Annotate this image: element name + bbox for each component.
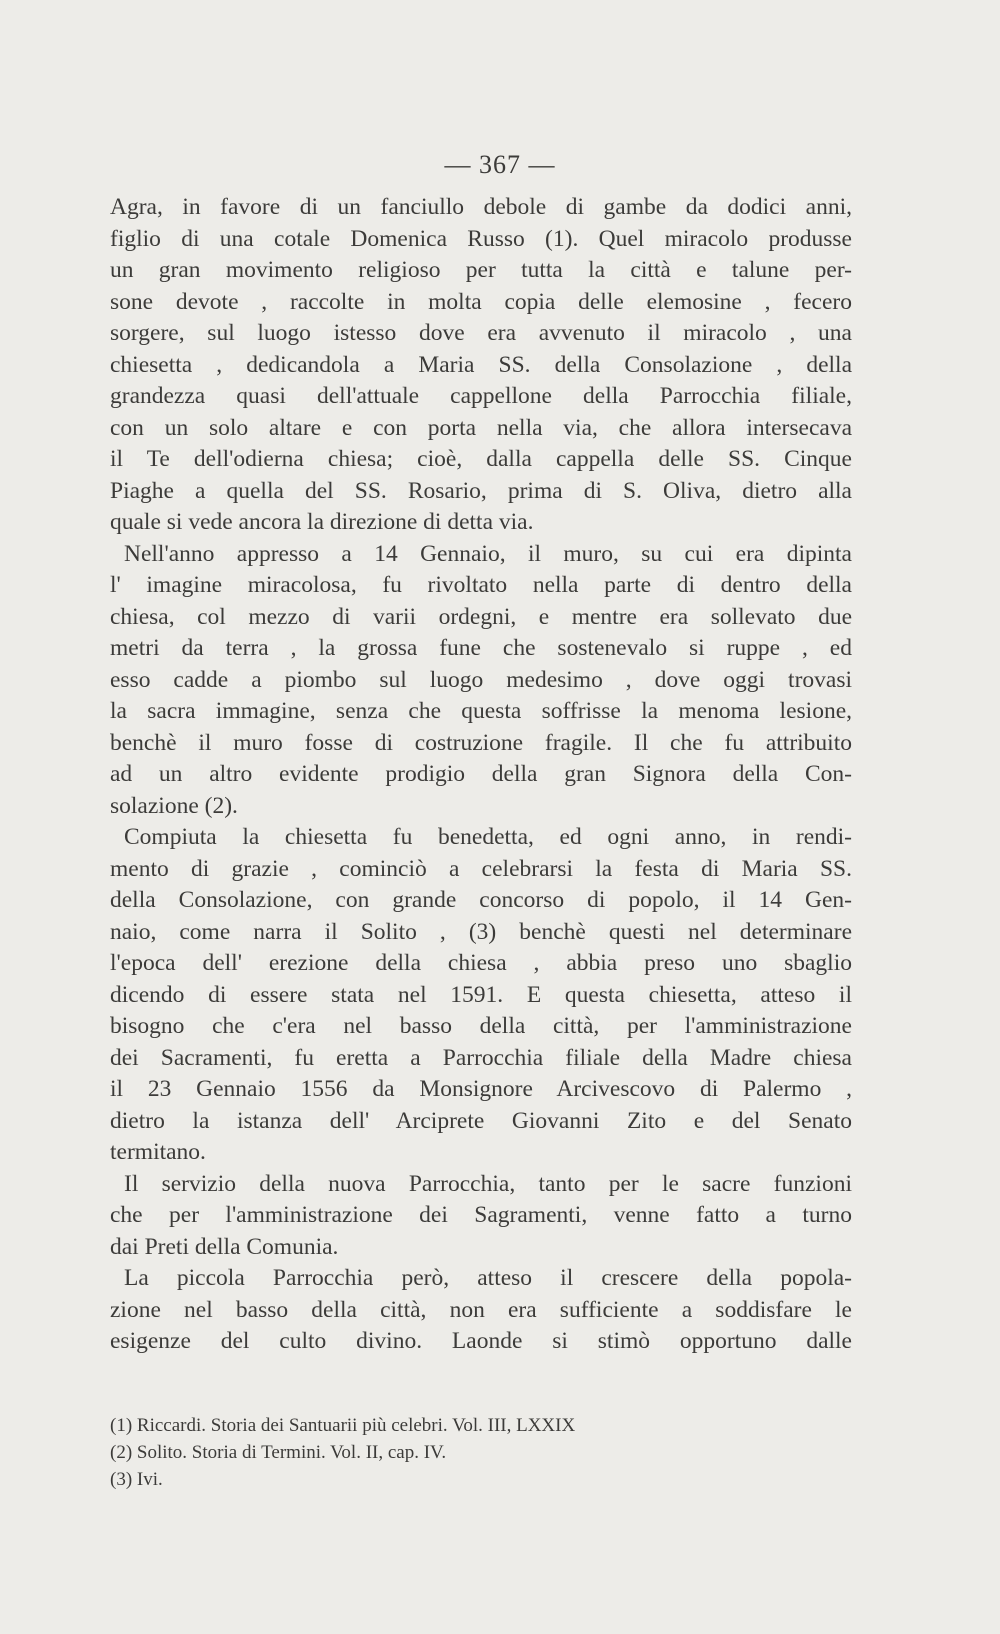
text-line: mento di grazie , cominciò a celebrarsi la festa di Maria SS.	[110, 855, 852, 882]
text-line: Compiuta la chiesetta fu benedetta, ed ogni anno, in rendi-	[124, 824, 852, 850]
text-line: bisogno che c'era nel basso della città, per l'amministrazione	[110, 1013, 852, 1039]
paragraph-4	[110, 1169, 852, 1264]
text-line: grandezza quasi dell'attuale cappellone della Parrocchia filiale,	[110, 383, 852, 409]
text-line: il 23 Gennaio 1556 da Monsignore Arcivescovo di Palermo ,	[110, 1076, 852, 1102]
text-line: chiesa, col mezzo di varii ordegni, e mentre era sollevato due	[110, 603, 852, 630]
text-line: Nell'anno appresso a 14 Gennaio, il muro, su cui era dipinta	[124, 540, 852, 567]
text-line: esigenze del culto divino. Laonde si stimò opportuno dalle	[110, 1328, 852, 1354]
paragraph-3	[110, 822, 852, 1169]
text-line: zione nel basso della città, non era sufficiente a soddisfare le	[110, 1296, 852, 1323]
text-line: l'epoca dell' erezione della chiesa , abbia preso uno sbaglio	[110, 950, 852, 976]
text-line: dei Sacramenti, fu eretta a Parrocchia filiale della Madre chiesa	[110, 1044, 852, 1071]
footnotes	[110, 1412, 810, 1493]
text-line: solazione (2).	[110, 792, 238, 819]
text-line: Piaghe a quella del SS. Rosario, prima di S. Oliva, dietro alla	[110, 477, 852, 504]
text-line: dietro la istanza dell' Arciprete Giovanni Zito e del Senato	[110, 1107, 852, 1134]
text-line: ad un altro evidente prodigio della gran Signora della Con-	[110, 761, 852, 787]
text-line: della Consolazione, con grande concorso di popolo, il 14 Gen-	[110, 887, 852, 913]
text-line: la sacra immagine, senza che questa soffrisse la menoma lesione,	[110, 698, 852, 724]
text-line: che per l'amministrazione dei Sagramenti, venne fatto a turno	[110, 1202, 852, 1228]
text-line: il Te dell'odierna chiesa; cioè, dalla cappella delle SS. Cinque	[110, 446, 852, 472]
main-text	[110, 192, 852, 1358]
text-line: metri da terra , la grossa fune che sostenevalo si ruppe , ed	[110, 635, 852, 661]
page-number: — 367 —	[444, 150, 556, 179]
text-line: dai Preti della Comunia.	[110, 1233, 339, 1260]
text-line: Agra, in favore di un fanciullo debole di gambe da dodici anni,	[110, 194, 852, 220]
paragraph-5	[110, 1263, 852, 1358]
text-line: figlio di una cotale Domenica Russo (1). Quel miracolo produsse	[110, 225, 852, 252]
text-line: con un solo altare e con porta nella via, che allora intersecava	[110, 414, 852, 441]
text-line: l' imagine miracolosa, fu rivoltato nella parte di dentro della	[110, 572, 852, 598]
text-line: termitano.	[110, 1139, 206, 1165]
text-line: Il servizio della nuova Parrocchia, tanto per le sacre funzioni	[124, 1170, 852, 1197]
text-line: sorgere, sul luogo istesso dove era avvenuto il miracolo , una	[110, 320, 852, 346]
paragraph-2	[110, 539, 852, 823]
text-line: dicendo di essere stata nel 1591. E questa chiesetta, atteso il	[110, 981, 852, 1008]
paragraph-1	[110, 192, 852, 539]
footnote: (1) Riccardi. Storia dei Santuarii più celebri. Vol. III, LXXIX	[110, 1415, 576, 1436]
footnote: (2) Solito. Storia di Termini. Vol. II, cap. IV.	[110, 1442, 447, 1463]
text-line: esso cadde a piombo sul luogo medesimo , dove oggi trovasi	[110, 666, 852, 693]
text-line: sone devote , raccolte in molta copia delle elemosine , fecero	[110, 288, 852, 315]
text-line: naio, come narra il Solito , (3) benchè questi nel determinare	[110, 918, 852, 945]
text-line: La piccola Parrocchia però, atteso il crescere della popola-	[124, 1265, 852, 1291]
text-line: benchè il muro fosse di costruzione fragile. Il che fu attribuito	[110, 729, 852, 756]
text-line: un gran movimento religioso per tutta la città e talune per-	[110, 257, 852, 283]
text-line: chiesetta , dedicandola a Maria SS. della Consolazione , della	[110, 351, 852, 378]
footnote: (3) Ivi.	[110, 1469, 163, 1490]
text-line: quale si vede ancora la direzione di detta via.	[110, 509, 534, 535]
